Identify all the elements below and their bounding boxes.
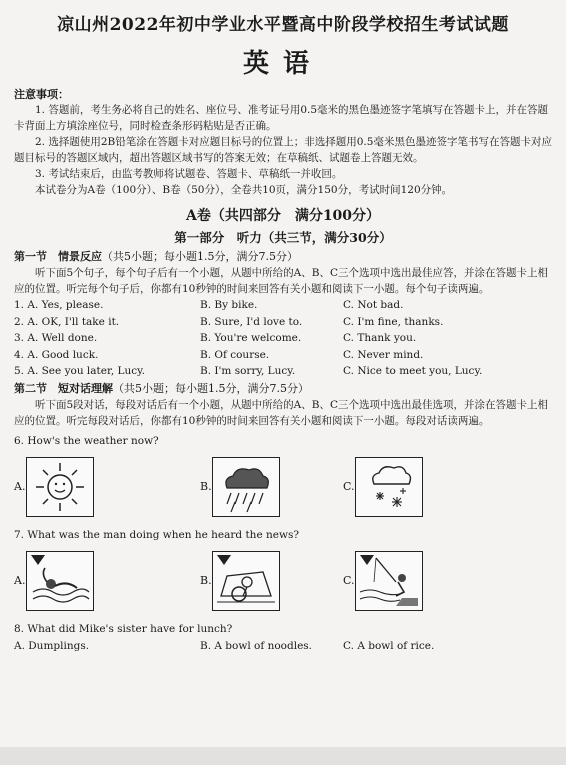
snow-cloud-icon [355,457,423,517]
notice-item-4: 本试卷分为A卷（100分）、B卷（50分），全卷共10页，满分150分，考试时间120分钟。 [35,184,453,196]
question-row [14,347,552,364]
section1-instructions: 听下面5个句子，每个句子后有一个小题，从题中所给的A、B、C三个选项中选出最佳应答，并涂在答题卡上相应的位置。听完每个句子后，你都有10秒钟的时间来回答有关小题和阅读下一小题。每个句子读两遍。 [14,267,549,295]
picture-label-b: B. [200,574,212,587]
option-b: B. I'm sorry, Lucy. [200,365,296,377]
picture-label-c: C. [343,480,355,493]
picture-label-a: A. [14,574,26,587]
section1-heading [14,248,552,265]
picture-option-c [343,457,552,517]
rain-cloud-icon [212,457,280,517]
question-row [14,314,552,331]
part1-title: 第一部分 听力（共三节，满分30分） [174,230,392,245]
subject-title: 英语 [242,49,323,79]
question-8-options [14,638,552,655]
volume-a-title: A卷（共四部分 满分100分） [185,208,381,224]
fishing-icon [355,551,423,611]
question-7-pictures [14,545,552,617]
section2-heading-note: （共5小题；每小题1.5分，满分7.5分） [113,381,309,395]
option-a: 3. A. Well done. [14,332,98,344]
option-b: B. A bowl of noodles. [200,639,313,652]
option-c: C. Not bad. [343,299,404,311]
notice-heading: 注意事项： [14,88,69,101]
option-b: B. Of course. [200,348,270,361]
option-c: C. Nice to meet you, Lucy. [343,365,483,377]
option-a: 2. A. OK, I'll take it. [14,315,120,328]
driving-icon [212,551,280,611]
section2-heading-text: 第二节 短对话理解 [14,381,113,395]
option-b: B. You're welcome. [200,332,302,344]
notice-item-1: 1. 答题前，考生务必将自己的姓名、座位号、准考证号用0.5毫米的黑色墨迹签字笔填写在答题卡上，并在答题卡背面上方填涂座位号，同时检查条形码粘贴是否正确。 [14,104,549,132]
exam-title: 凉山州2022年初中学业水平暨高中阶段学校招生考试试题 [57,15,509,35]
option-c: C. I'm fine, thanks. [343,315,444,328]
question-row [14,330,552,347]
section2-heading [14,380,552,397]
option-c: C. Never mind. [343,348,424,361]
swimming-icon [26,551,94,611]
question-6-pictures [14,451,552,523]
option-a: 5. A. See you later, Lucy. [14,365,146,377]
section1-heading-note: （共5小题；每小题1.5分，满分7.5分） [102,250,298,263]
option-a: 1. A. Yes, please. [14,299,104,311]
section2-instructions: 听下面5段对话，每段对话后有一个小题，从题中所给的A、B、C三个选项中选出最佳选项，并涂在答题卡上相应的位置。听完每段对话后，你都有10秒钟的时间来回答有关小题和阅读下一小题。每段对话读两遍。 [14,398,549,427]
picture-label-b: B. [200,480,212,493]
question-row [14,363,552,380]
notice-item-3: 3. 考试结束后，由监考教师将试题卷、答题卡、草稿纸一并收回。 [35,168,343,180]
notice-item-2: 2. 选择题使用2B铅笔涂在答题卡对应题目标号的位置上；非选择题用0.5毫米黑色墨迹签字笔书写在答题卡对应题目标号的答题区域内，超出答题区域书写的答案无效；在草稿纸、试题卷上答题无效。 [14,136,552,164]
picture-label-c: C. [343,574,355,587]
question-7: 7. What was the man doing when he heard the news? [14,528,299,541]
picture-option-b [200,457,343,517]
section1-heading-text: 第一节 情景反应 [14,250,102,263]
option-c: C. A bowl of rice. [343,639,435,652]
option-b: B. By bike. [200,299,258,311]
question-row [14,297,552,314]
picture-option-b [200,551,343,611]
sun-icon [26,457,94,517]
picture-option-c [343,551,552,611]
question-6: 6. How's the weather now? [14,434,159,447]
option-c: C. Thank you. [343,332,417,344]
picture-option-a [14,457,200,517]
option-a: 4. A. Good luck. [14,348,99,361]
picture-label-a: A. [14,480,26,493]
option-b: B. Sure, I'd love to. [200,315,303,328]
question-8: 8. What did Mike's sister have for lunch? [14,622,233,635]
picture-option-a [14,551,200,611]
bottom-band [0,747,566,765]
option-a: A. Dumplings. [14,639,90,652]
